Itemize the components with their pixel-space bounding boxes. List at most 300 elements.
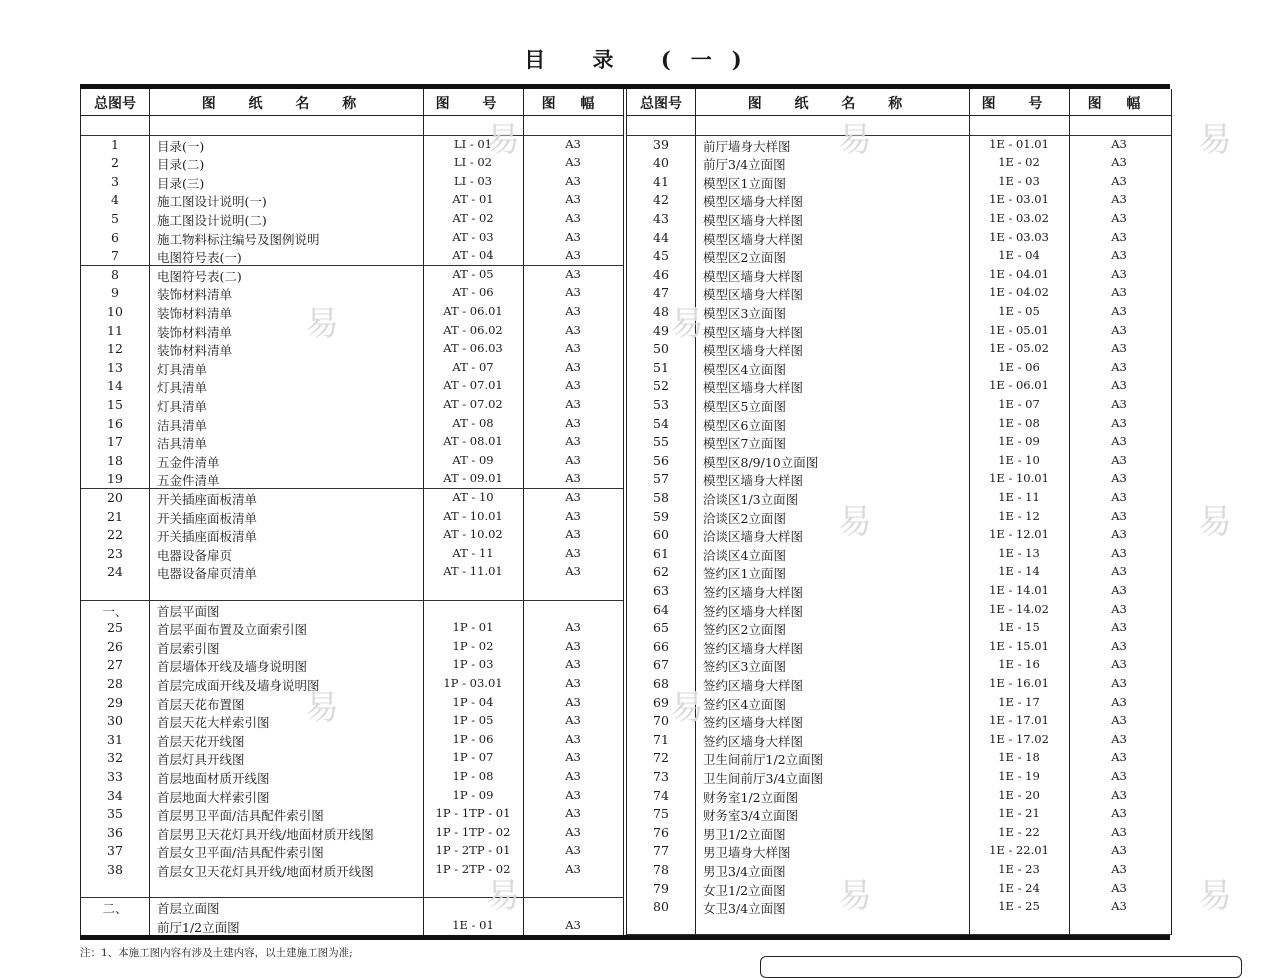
drawing-code: 1E - 05.02 <box>989 341 1049 356</box>
drawing-name: 模型区墙身大样图 <box>703 231 804 247</box>
document-title: 目 录 (一) <box>524 47 762 72</box>
sheet-size: A3 <box>1111 564 1127 579</box>
drawing-code: 1E - 17.02 <box>989 731 1049 746</box>
row-number: 63 <box>653 583 669 598</box>
drawing-name: 模型区墙身大样图 <box>703 194 804 210</box>
table-row <box>81 618 623 637</box>
drawing-code: AT - 06 <box>452 285 494 300</box>
drawing-code: 1E - 12.01 <box>989 527 1049 542</box>
drawing-code: AT - 01 <box>452 192 494 207</box>
drawing-code: AT - 10.01 <box>443 508 503 523</box>
row-number: 31 <box>107 731 123 747</box>
row-number: 13 <box>107 359 123 375</box>
drawing-code: 1E - 10.01 <box>989 471 1049 486</box>
sheet-size: A3 <box>565 750 581 765</box>
drawing-code: AT - 04 <box>452 248 494 263</box>
drawing-name: 电器设备扉页清单 <box>157 566 258 582</box>
drawing-name: 签约区墙身大样图 <box>703 733 804 749</box>
row-number: 41 <box>653 173 669 189</box>
drawing-name: 签约区墙身大样图 <box>703 640 804 656</box>
drawing-name: 模型区1立面图 <box>703 175 786 191</box>
row-number: 77 <box>653 843 669 859</box>
drawing-name: 首层天花大样索引图 <box>157 715 270 731</box>
sheet-size: A3 <box>1111 676 1127 690</box>
sheet-size: A3 <box>565 471 581 486</box>
sheet-size: A3 <box>1111 843 1127 858</box>
row-number: 64 <box>653 601 669 617</box>
drawing-name: 模型区墙身大样图 <box>703 380 804 396</box>
drawing-code: 1P - 07 <box>452 750 494 765</box>
row-number: 70 <box>653 713 669 729</box>
drawing-code: 1P - 05 <box>452 713 494 728</box>
drawing-name: 模型区5立面图 <box>703 399 786 414</box>
row-number: 15 <box>107 397 123 412</box>
row-number: 11 <box>107 322 123 338</box>
drawing-code: AT - 02 <box>452 211 494 225</box>
sheet-size: A3 <box>1111 713 1127 728</box>
drawing-name: 装饰材料清单 <box>157 287 233 303</box>
drawing-code: 1P - 02 <box>452 638 494 653</box>
watermark-glyph: 易 <box>1198 120 1232 160</box>
table-row <box>81 246 623 266</box>
drawing-name: 目录(三) <box>157 175 205 191</box>
row-number: 一、 <box>102 603 128 619</box>
row-number: 50 <box>653 341 669 357</box>
drawing-code: AT - 09.01 <box>443 471 503 486</box>
drawing-code: 1E - 06 <box>998 359 1040 374</box>
row-number: 2 <box>111 155 119 171</box>
sheet-size: A3 <box>1111 434 1127 449</box>
drawing-name: 签约区墙身大样图 <box>703 678 804 693</box>
sheet-size: A3 <box>565 322 581 337</box>
drawing-name: 财务室3/4立面图 <box>703 808 799 824</box>
table-row <box>81 451 623 470</box>
row-number: 30 <box>107 713 123 729</box>
drawing-name: 灯具清单 <box>157 361 208 377</box>
drawing-code: 1E - 04.01 <box>989 266 1049 281</box>
drawing-name: 签约区4立面图 <box>703 696 786 712</box>
drawing-name: 男卫1/2立面图 <box>703 826 786 842</box>
table-row <box>627 358 1171 377</box>
drawing-code: 1E - 02 <box>998 155 1040 170</box>
sheet-size: A3 <box>565 713 581 728</box>
row-number: 14 <box>107 378 123 394</box>
table-row <box>81 544 623 563</box>
sheet-size: A3 <box>1111 359 1127 374</box>
drawing-name: 首层天花布置图 <box>157 696 245 712</box>
drawing-name: 首层平面布置及立面索引图 <box>157 622 308 638</box>
row-number: 60 <box>653 527 669 543</box>
drawing-code: AT - 11 <box>452 545 494 560</box>
watermark-glyph: 易 <box>838 502 872 542</box>
row-number: 32 <box>107 750 123 766</box>
sheet-size: A3 <box>565 434 581 449</box>
row-number: 65 <box>653 620 669 636</box>
row-number: 5 <box>111 211 119 226</box>
row-number: 56 <box>653 452 669 468</box>
table-row <box>627 302 1171 321</box>
drawing-code: 1E - 18 <box>998 750 1040 765</box>
header-no: 总图号 <box>94 96 136 112</box>
drawing-code: AT - 10.02 <box>443 527 503 542</box>
drawing-code: 1P - 08 <box>452 769 494 783</box>
sheet-size: A3 <box>1111 378 1127 393</box>
row-number: 51 <box>653 359 669 375</box>
drawing-code: 1E - 03.02 <box>989 211 1049 225</box>
sheet-size: A3 <box>565 155 581 170</box>
drawing-code: 1E - 22.01 <box>989 843 1049 858</box>
header-no: 总图号 <box>640 96 682 112</box>
sheet-size: A3 <box>565 657 581 672</box>
drawing-name: 模型区7立面图 <box>703 436 786 452</box>
sheet-size: A3 <box>1111 322 1127 337</box>
drawing-name: 装饰材料清单 <box>157 343 233 359</box>
sheet-size: A3 <box>565 638 581 653</box>
watermark-glyph: 易 <box>670 688 704 728</box>
table-row <box>627 655 1171 674</box>
row-number: 47 <box>653 285 669 301</box>
row-number: 35 <box>107 806 123 822</box>
row-number: 7 <box>111 248 119 264</box>
drawing-name: 签约区墙身大样图 <box>703 715 804 731</box>
drawing-name: 签约区2立面图 <box>703 622 786 638</box>
drawing-code: AT - 08 <box>452 415 494 430</box>
drawing-code: 1P - 03.01 <box>443 676 503 690</box>
table-row <box>627 414 1171 433</box>
drawing-name: 前厅1/2立面图 <box>157 919 240 935</box>
table-row <box>627 321 1171 340</box>
sheet-size: A3 <box>1111 490 1127 504</box>
drawing-name: 目录(一) <box>157 138 205 154</box>
sheet-size: A3 <box>565 731 581 746</box>
table-row <box>81 228 623 247</box>
table-row <box>627 451 1171 470</box>
table-row <box>627 376 1171 395</box>
drawing-code: 1E - 08 <box>998 415 1040 430</box>
drawing-code: 1P - 2TP - 01 <box>435 843 511 858</box>
drawing-name: 洽谈区4立面图 <box>703 547 786 563</box>
drawing-code: 1E - 03 <box>998 173 1040 188</box>
drawing-code: 1P - 09 <box>452 787 494 802</box>
drawing-name: 模型区墙身大样图 <box>703 473 804 489</box>
table-row <box>81 190 623 209</box>
drawing-code: 1E - 14.02 <box>989 601 1049 616</box>
drawing-code: 1E - 23 <box>998 862 1040 876</box>
right-index-table <box>626 89 1172 935</box>
table-row <box>81 581 623 601</box>
drawing-name: 签约区墙身大样图 <box>703 585 804 600</box>
drawing-name: 模型区墙身大样图 <box>703 324 804 340</box>
right-table-header <box>627 89 1171 116</box>
table-row <box>81 507 623 526</box>
drawing-code: AT - 06.02 <box>443 322 503 337</box>
watermark-glyph: 易 <box>305 304 339 344</box>
drawing-name: 卫生间前厅1/2立面图 <box>703 752 824 768</box>
sheet-size: A3 <box>1111 769 1127 783</box>
table-row <box>627 246 1171 265</box>
row-number: 36 <box>107 824 123 840</box>
row-number: 75 <box>653 806 669 822</box>
row-number: 24 <box>107 564 123 580</box>
table-row <box>627 581 1171 600</box>
table-row <box>81 172 623 191</box>
table-row <box>627 395 1171 414</box>
row-number: 44 <box>653 229 669 245</box>
table-row <box>81 283 623 302</box>
drawing-code: 1E - 13 <box>998 545 1040 560</box>
table-row <box>81 674 623 693</box>
row-number: 46 <box>653 266 669 282</box>
sheet-size: A3 <box>565 341 581 356</box>
table-row <box>627 116 1171 136</box>
drawing-code: 1E - 04.02 <box>989 285 1049 300</box>
drawing-name: 首层地面材质开线图 <box>157 771 270 786</box>
drawing-name: 首层男卫平面/洁具配件索引图 <box>157 808 324 824</box>
drawing-name: 五金件清单 <box>157 473 220 489</box>
row-number: 80 <box>653 899 669 915</box>
table-row <box>627 618 1171 637</box>
sheet-size: A3 <box>1111 508 1127 523</box>
drawing-code: AT - 06.03 <box>443 341 503 356</box>
drawing-name: 首层天花开线图 <box>157 733 245 749</box>
sheet-size: A3 <box>1111 341 1127 356</box>
sheet-size: A3 <box>1111 620 1127 635</box>
header-name: 图 纸 名 称 <box>747 96 917 112</box>
table-row <box>81 525 623 544</box>
drawing-code: 1E - 17 <box>998 694 1040 709</box>
drawing-code: 1E - 05 <box>998 304 1040 318</box>
drawing-code: 1P - 01 <box>452 620 494 635</box>
row-number: 3 <box>111 173 119 189</box>
table-row <box>81 153 623 172</box>
drawing-code: 1P - 04 <box>452 694 494 709</box>
drawing-code: LI - 01 <box>453 136 492 151</box>
row-number: 二、 <box>102 901 128 917</box>
table-row <box>627 879 1171 898</box>
table-row <box>627 228 1171 247</box>
sheet-size: A3 <box>565 359 581 374</box>
drawing-name: 首层平面图 <box>157 603 220 619</box>
drawing-name: 男卫3/4立面图 <box>703 864 786 879</box>
sheet-size: A3 <box>565 304 581 318</box>
row-number: 54 <box>653 415 669 431</box>
drawing-code: 1P - 06 <box>452 731 494 746</box>
sheet-size: A3 <box>1111 899 1127 914</box>
table-row <box>627 432 1171 451</box>
drawing-code: 1E - 07 <box>998 397 1040 411</box>
watermark-glyph: 易 <box>305 688 339 728</box>
drawing-code: 1E - 21 <box>998 806 1040 821</box>
table-row <box>627 339 1171 358</box>
drawing-name: 首层女卫天花灯具开线/地面材质开线图 <box>157 864 374 879</box>
sheet-size: A3 <box>1111 229 1127 244</box>
row-number: 4 <box>111 192 119 208</box>
drawing-name: 施工图设计说明(一) <box>157 194 267 210</box>
row-number: 26 <box>107 638 123 654</box>
drawing-name: 首层完成面开线及墙身说明图 <box>157 678 320 693</box>
table-row <box>81 600 623 619</box>
sheet-size: A3 <box>1111 657 1127 672</box>
drawing-name: 模型区2立面图 <box>703 250 786 266</box>
watermark-glyph: 易 <box>838 120 872 160</box>
drawing-code: 1P - 1TP - 02 <box>435 824 511 839</box>
sheet-size: A3 <box>565 136 581 151</box>
drawing-code: 1E - 25 <box>998 899 1040 914</box>
sheet-size: A3 <box>1111 731 1127 746</box>
row-number: 68 <box>653 676 669 691</box>
watermark-glyph: 易 <box>838 876 872 916</box>
row-number: 28 <box>107 676 123 691</box>
sheet-size: A3 <box>1111 136 1127 151</box>
sheet-size: A3 <box>565 508 581 523</box>
watermark-glyph: 易 <box>670 304 704 344</box>
drawing-code: 1E - 01 <box>452 917 494 932</box>
drawing-code: 1E - 04 <box>998 248 1040 263</box>
row-number: 39 <box>653 136 669 152</box>
drawing-code: 1E - 16.01 <box>989 676 1049 690</box>
row-number: 21 <box>107 508 123 524</box>
table-row <box>627 786 1171 805</box>
row-number: 71 <box>653 731 669 747</box>
sheet-size: A3 <box>565 192 581 207</box>
drawing-code: 1E - 19 <box>998 769 1040 783</box>
table-row <box>627 562 1171 581</box>
table-row <box>81 265 623 284</box>
sheet-size: A3 <box>1111 285 1127 300</box>
row-number: 52 <box>653 378 669 394</box>
drawing-code: LI - 03 <box>453 173 492 188</box>
row-number: 67 <box>653 657 669 673</box>
table-row <box>627 600 1171 619</box>
drawing-name: 灯具清单 <box>157 380 208 396</box>
table-row <box>627 804 1171 823</box>
sheet-size: A3 <box>1111 304 1127 318</box>
drawing-code: AT - 03 <box>452 229 494 244</box>
drawing-name: 财务室1/2立面图 <box>703 789 799 805</box>
drawing-name: 灯具清单 <box>157 399 208 414</box>
row-number: 45 <box>653 248 669 264</box>
drawing-code: 1E - 15.01 <box>989 638 1049 653</box>
sheet-size: A3 <box>1111 583 1127 597</box>
drawing-name: 洽谈区1/3立面图 <box>703 492 799 507</box>
drawing-code: AT - 07.02 <box>443 397 503 411</box>
table-row <box>627 469 1171 488</box>
table-row <box>627 135 1171 154</box>
drawing-name: 电器设备扉页 <box>157 547 233 563</box>
drawing-name: 洁具清单 <box>157 436 208 452</box>
row-number: 34 <box>107 787 123 803</box>
drawing-code: AT - 11.01 <box>443 564 503 579</box>
sheet-size: A3 <box>565 229 581 244</box>
row-number: 6 <box>111 229 119 245</box>
drawing-name: 首层地面大样索引图 <box>157 789 270 805</box>
table-row <box>81 414 623 433</box>
drawing-code: AT - 05 <box>452 266 494 281</box>
table-row <box>81 804 623 823</box>
table-row <box>81 897 623 916</box>
drawing-code: 1E - 09 <box>998 434 1040 449</box>
sheet-size: A3 <box>565 806 581 821</box>
table-row <box>627 265 1171 284</box>
drawing-code: AT - 06.01 <box>443 304 503 318</box>
sheet-size: A3 <box>1111 397 1127 411</box>
table-row <box>627 916 1171 936</box>
row-number: 27 <box>107 657 123 673</box>
drawing-name: 签约区3立面图 <box>703 659 786 675</box>
table-row <box>81 432 623 451</box>
row-number: 79 <box>653 880 669 896</box>
row-number: 9 <box>111 285 119 301</box>
sheet-size: A3 <box>565 917 581 932</box>
table-row <box>627 209 1171 228</box>
drawing-name: 首层索引图 <box>157 640 220 656</box>
table-row <box>81 116 623 136</box>
sheet-size: A3 <box>1111 452 1127 467</box>
table-row <box>81 916 623 935</box>
sheet-size: A3 <box>1111 155 1127 170</box>
sheet-size: A3 <box>565 620 581 635</box>
row-number: 10 <box>107 304 123 319</box>
drawing-name: 装饰材料清单 <box>157 324 233 340</box>
drawing-name: 女卫3/4立面图 <box>703 901 786 917</box>
table-row <box>81 693 623 712</box>
table-row <box>81 748 623 767</box>
row-number: 59 <box>653 508 669 524</box>
row-number: 8 <box>111 266 119 282</box>
row-number: 55 <box>653 434 669 450</box>
table-row <box>81 841 623 860</box>
drawing-code: AT - 08.01 <box>443 434 503 449</box>
table-row <box>81 339 623 358</box>
drawing-code: LI - 02 <box>453 155 492 170</box>
row-number: 19 <box>107 471 123 487</box>
drawing-name: 装饰材料清单 <box>157 306 233 321</box>
drawing-code: 1E - 14 <box>998 564 1040 579</box>
drawing-code: 1E - 03.01 <box>989 192 1049 207</box>
header-size: 图 幅 <box>541 96 605 112</box>
drawing-code: 1E - 11 <box>998 490 1040 504</box>
drawing-name: 开关插座面板清单 <box>157 529 258 545</box>
drawing-name: 模型区8/9/10立面图 <box>703 454 819 470</box>
drawing-name: 模型区墙身大样图 <box>703 268 804 284</box>
table-row <box>81 767 623 786</box>
table-row <box>81 786 623 805</box>
row-number: 57 <box>653 471 669 487</box>
table-row <box>81 376 623 395</box>
drawing-code: 1E - 20 <box>998 787 1040 802</box>
header-code: 图 号 <box>435 96 511 112</box>
drawing-name: 首层墙体开线及墙身说明图 <box>157 659 308 675</box>
sheet-size: A3 <box>565 266 581 281</box>
drawing-code: 1E - 01.01 <box>989 136 1049 151</box>
table-row <box>627 860 1171 879</box>
table-row <box>627 153 1171 172</box>
sheet-size: A3 <box>565 248 581 263</box>
row-number: 69 <box>653 694 669 710</box>
sheet-size: A3 <box>1111 527 1127 542</box>
sheet-size: A3 <box>1111 248 1127 263</box>
drawing-name: 模型区墙身大样图 <box>703 213 804 228</box>
row-number: 74 <box>653 787 669 803</box>
drawing-code: 1E - 17.01 <box>989 713 1049 728</box>
table-row <box>627 730 1171 749</box>
sheet-size: A3 <box>565 564 581 579</box>
drawing-code: 1P - 1TP - 01 <box>435 806 511 821</box>
sheet-size: A3 <box>1111 824 1127 839</box>
sheet-size: A3 <box>565 490 581 504</box>
drawing-code: 1E - 05.01 <box>989 322 1049 337</box>
table-row <box>627 637 1171 656</box>
